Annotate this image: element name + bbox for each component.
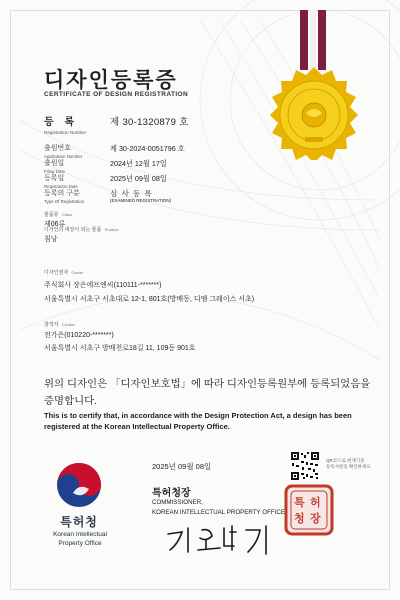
- filing-date-label: [44, 158, 65, 174]
- certificate-title-english: CERTIFICATE OF DESIGN REGISTRATION: [44, 91, 189, 98]
- kipo-name-english-line2: Property Office: [58, 540, 102, 547]
- filing-date-label-ko: 출원일: [44, 160, 65, 167]
- official-stamp: [284, 484, 334, 536]
- registration-label-english: Registration Number: [44, 130, 87, 135]
- application-number-label-en: Application Number: [44, 154, 83, 159]
- registration-label-block: [44, 113, 86, 135]
- registration-prefix: 제: [110, 117, 120, 128]
- class-label: [44, 211, 72, 218]
- svg-text:장: 장: [310, 512, 321, 525]
- creator-address: 서울특별시 서초구 방배천로18길 11, 109동 901호: [44, 345, 196, 352]
- application-number-label: [44, 143, 82, 159]
- class-label-en: Class: [61, 212, 72, 217]
- qr-note: [326, 458, 371, 470]
- registration-number: 30-1320879: [122, 117, 177, 128]
- application-number-value: 제 30-2024-0051796 호: [110, 144, 185, 153]
- svg-text:청: 청: [294, 512, 305, 525]
- commissioner-title-english-2: KOREAN INTELLECTUAL PROPERTY OFFICE: [152, 509, 285, 516]
- qr-note-line1: QR코드로 현재기준: [326, 458, 365, 463]
- product-label-en: Product: [104, 227, 119, 232]
- registration-type-value: 심 사 등 록: [110, 189, 153, 198]
- creator-label-ko: 창작자: [44, 322, 59, 328]
- registration-number-value: [110, 114, 189, 128]
- owner-label-en: Owner: [71, 270, 84, 275]
- creator-label-en: Creator: [61, 322, 76, 327]
- qr-note-line2: 등록사항을 확인하세요: [326, 464, 371, 469]
- gold-seal-icon: [256, 10, 376, 160]
- commissioner-title-english-1: COMMISSIONER,: [152, 499, 203, 506]
- commissioner-signature: [162, 520, 282, 560]
- registration-type-label-en: Type Of Registration: [44, 199, 85, 204]
- registration-type-value-english: (EXAMINED REGISTRATION): [110, 198, 172, 203]
- filing-date-value: 2024년 12월 17일: [110, 159, 167, 168]
- certificate-title: 디자인등록증: [44, 69, 178, 92]
- owner-label-ko: 디자인권자: [44, 270, 69, 276]
- issue-date: 2025년 09월 08일: [152, 462, 212, 471]
- class-value: 제06류: [44, 221, 66, 228]
- creator-name: 전가은(010220-*******): [44, 332, 114, 339]
- product-value: 침낭: [44, 236, 58, 243]
- owner-label: [44, 269, 83, 276]
- certification-statement-korean: 위의 디자인은 「디자인보호법」에 따라 디자인등록원부에 등록되었음을 증명합니다.: [44, 379, 371, 407]
- registration-label: 등 록: [44, 117, 79, 128]
- qr-code-icon[interactable]: [290, 451, 320, 481]
- product-label: [44, 226, 119, 233]
- registration-suffix: 호: [179, 117, 189, 128]
- registration-date-label-en: Registration Date: [44, 184, 78, 189]
- registration-date-label: [44, 173, 78, 189]
- certification-statement-english: This is to certify that, in accordance with the Design Protection Act, a design has been registered at the Korean Intellectual Property Office.: [44, 411, 352, 431]
- registration-date-value: 2025년 09월 08일: [110, 174, 167, 183]
- owner-address: 서울특별시 서초구 서초대로 12-1, 801호(방배동, 디엠 그레이스 서초): [44, 296, 255, 303]
- svg-text:허: 허: [310, 496, 321, 509]
- commissioner-title-korean: 특허청장: [152, 488, 191, 499]
- registration-type-label-ko: 등록의 구분: [44, 190, 80, 197]
- creator-label: [44, 321, 75, 328]
- owner-name: 주식회사 장은에프엔씨(110111-*******): [44, 282, 162, 289]
- application-number-label-ko: 출원번호: [44, 145, 72, 152]
- svg-text:특: 특: [294, 496, 305, 509]
- product-label-ko: 디자인의 대상이 되는 물품: [44, 227, 102, 233]
- kipo-name-korean: 특허청: [60, 515, 98, 529]
- registration-date-label-ko: 등록일: [44, 175, 65, 182]
- class-label-ko: 물품류: [44, 212, 59, 218]
- registration-type-label: [44, 188, 84, 204]
- kipo-name-english-line1: Korean Intellectual: [53, 531, 107, 538]
- filing-date-label-en: Filing Date: [44, 169, 65, 174]
